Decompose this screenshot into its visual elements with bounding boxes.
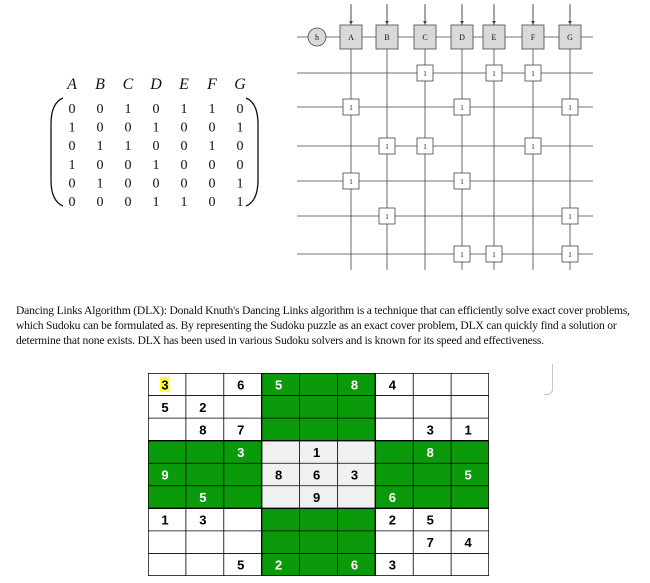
matrix-cell: 0 (236, 102, 244, 117)
sudoku-cell[interactable] (451, 396, 489, 419)
dlx-node-label: 1 (349, 178, 353, 186)
matrix-cells (69, 102, 244, 210)
sudoku-cell[interactable] (375, 531, 413, 554)
sudoku-cell[interactable] (300, 373, 338, 396)
sudoku-cell[interactable] (337, 441, 375, 464)
sudoku-cell[interactable] (451, 553, 489, 576)
sudoku-cell[interactable] (262, 531, 300, 554)
dlx-column-header-label: F (530, 33, 536, 42)
matrix-header-f: F (207, 76, 217, 93)
sudoku-cell[interactable] (300, 396, 338, 419)
matrix-left-paren (51, 98, 63, 206)
sudoku-digit: 1 (464, 422, 472, 438)
sudoku-cell[interactable] (148, 486, 186, 509)
sudoku-cell[interactable] (413, 373, 451, 396)
sudoku-digit: 3 (199, 512, 207, 528)
sudoku-digit: 8 (426, 444, 434, 460)
sudoku-digit: 4 (388, 377, 396, 393)
matrix-cell: 0 (96, 195, 104, 210)
matrix-cell: 0 (124, 157, 132, 173)
sudoku-digit: 7 (426, 535, 434, 551)
dlx-column-header-label: D (459, 33, 465, 42)
sudoku-cell[interactable] (148, 531, 186, 554)
matrix-right-paren (246, 98, 258, 206)
sudoku-digit: 5 (275, 377, 283, 393)
matrix-header-e: E (179, 76, 189, 93)
sudoku-cell[interactable] (337, 531, 375, 554)
matrix-cell: 0 (152, 102, 160, 117)
sudoku-cell[interactable] (413, 486, 451, 509)
matrix-cell: 1 (152, 195, 160, 210)
sudoku-digit: 4 (464, 535, 472, 551)
sudoku-cell[interactable] (413, 553, 451, 576)
dlx-node-label: 1 (568, 213, 572, 221)
sudoku-cell[interactable] (451, 486, 489, 509)
matrix-cell: 0 (96, 157, 104, 173)
sudoku-digit: 5 (161, 399, 169, 415)
sudoku-cell[interactable] (148, 441, 186, 464)
dlx-node-label: 1 (460, 251, 464, 259)
sudoku-digit: 8 (199, 422, 207, 438)
dlx-node-label: 1 (349, 104, 353, 112)
sudoku-cell[interactable] (224, 463, 262, 486)
sudoku-cell[interactable] (337, 508, 375, 531)
matrix-column-headers (66, 76, 246, 93)
sudoku-cell[interactable] (300, 553, 338, 576)
sudoku-cell[interactable] (262, 486, 300, 509)
sudoku-digit: 7 (237, 422, 245, 438)
matrix-cell: 1 (152, 120, 160, 136)
sudoku-cell[interactable] (413, 463, 451, 486)
sudoku-digit: 5 (464, 467, 472, 483)
sudoku-digit: 1 (312, 444, 321, 460)
matrix-cell: 0 (124, 120, 132, 136)
dlx-node-label: 1 (385, 143, 389, 151)
matrix-cell: 0 (68, 139, 76, 155)
dlx-head-label: h (315, 33, 319, 42)
sudoku-cell[interactable] (262, 418, 300, 441)
sudoku-cell[interactable] (224, 508, 262, 531)
sudoku-digit: 3 (350, 467, 359, 483)
matrix-cell: 0 (68, 102, 76, 117)
sudoku-cells (148, 373, 489, 576)
sudoku-cell[interactable] (148, 418, 186, 441)
sudoku-cell[interactable] (186, 441, 224, 464)
dlx-node-label: 1 (492, 251, 496, 259)
matrix-cell: 1 (236, 176, 244, 192)
matrix-cell: 1 (96, 176, 104, 192)
sudoku-cell[interactable] (337, 418, 375, 441)
matrix-cell: 1 (236, 120, 244, 136)
sudoku-cell[interactable] (186, 463, 224, 486)
dlx-nodes (308, 25, 581, 262)
sudoku-digit: 9 (312, 490, 321, 506)
dlx-description: Dancing Links Algorithm (DLX): Donald Knuth's Dancing Links algorithm is a technique that can efficiently solve exact cover problems, which Sudoku can be formulated as. By representing the Sudoku puzzle as an exact cover problem, DLX can quickly find a solution or determine that none exists. DLX has been used in various Sudoku solvers and is known for its speed and effectiveness. (16, 304, 630, 348)
matrix-cell: 1 (208, 139, 216, 155)
matrix-cell: 0 (180, 120, 188, 136)
dlx-node-label: 1 (423, 143, 427, 151)
dlx-node-label: 1 (460, 178, 464, 186)
dlx-node-label: 1 (531, 70, 535, 78)
sudoku-cell[interactable] (300, 418, 338, 441)
matrix-cell: 0 (124, 176, 132, 192)
exact-cover-matrix (50, 70, 265, 210)
sudoku-cell[interactable] (375, 396, 413, 419)
sudoku-cell[interactable] (451, 441, 489, 464)
matrix-cell: 1 (68, 120, 76, 136)
matrix-cell: 0 (152, 139, 160, 155)
sudoku-digit: 3 (237, 444, 245, 460)
sudoku-digit: 6 (312, 467, 321, 483)
sudoku-digit: 6 (388, 490, 396, 506)
sudoku-cell[interactable] (224, 396, 262, 419)
dlx-node-label: 1 (531, 143, 535, 151)
dlx-column-header-label: A (348, 33, 354, 42)
sudoku-digit: 3 (426, 422, 434, 438)
sudoku-cell[interactable] (375, 418, 413, 441)
matrix-cell: 1 (124, 102, 132, 117)
matrix-cell: 0 (236, 157, 244, 173)
matrix-header-g: G (234, 76, 246, 93)
scrollbar-indicator[interactable] (544, 364, 553, 395)
sudoku-digit: 6 (237, 377, 245, 393)
sudoku-digit: 8 (350, 377, 359, 393)
matrix-cell: 0 (124, 195, 132, 210)
sudoku-cell[interactable] (300, 531, 338, 554)
matrix-cell: 0 (208, 157, 216, 173)
sudoku-cell[interactable] (451, 508, 489, 531)
matrix-cell: 0 (68, 195, 76, 210)
matrix-cell: 0 (96, 120, 104, 136)
sudoku-cell[interactable] (186, 531, 224, 554)
dlx-node-label: 1 (568, 251, 572, 259)
matrix-cell: 0 (208, 195, 216, 210)
matrix-header-c: C (122, 76, 134, 93)
matrix-cell: 1 (96, 139, 104, 155)
matrix-cell: 0 (96, 102, 104, 117)
matrix-cell: 0 (180, 139, 188, 155)
sudoku-grid (148, 373, 489, 576)
matrix-cell: 1 (180, 195, 188, 210)
dlx-column-header-label: B (384, 33, 390, 42)
sudoku-cell[interactable] (337, 486, 375, 509)
sudoku-digit: 3 (388, 557, 396, 573)
sudoku-digit: 5 (199, 490, 207, 506)
sudoku-digit: 9 (161, 467, 169, 483)
sudoku-cell[interactable] (375, 463, 413, 486)
matrix-cell: 0 (208, 120, 216, 136)
sudoku-cell[interactable] (186, 553, 224, 576)
dlx-node-label: 1 (460, 104, 464, 112)
matrix-header-d: D (150, 76, 162, 93)
sudoku-cell[interactable] (337, 396, 375, 419)
sudoku-digit: 8 (275, 467, 283, 483)
sudoku-digit: 2 (275, 557, 283, 573)
sudoku-digit: 5 (426, 512, 434, 528)
matrix-header-a: A (67, 76, 77, 93)
sudoku-digit: 2 (199, 399, 207, 415)
dlx-column-header-label: E (491, 33, 497, 42)
sudoku-cell[interactable] (148, 553, 186, 576)
sudoku-cell[interactable] (224, 486, 262, 509)
sudoku-cell[interactable] (413, 396, 451, 419)
sudoku-digit: 6 (350, 557, 359, 573)
matrix-cell: 0 (152, 176, 160, 192)
matrix-cell: 0 (208, 176, 216, 192)
sudoku-digit: 5 (237, 557, 245, 573)
matrix-cell: 1 (68, 157, 76, 173)
matrix-cell: 1 (180, 102, 188, 117)
sudoku-digit: 3 (161, 377, 169, 393)
sudoku-cell[interactable] (224, 531, 262, 554)
dlx-column-header-label: G (567, 33, 573, 42)
dlx-node-label: 1 (492, 70, 496, 78)
matrix-cell: 1 (124, 139, 132, 155)
matrix-cell: 0 (68, 176, 76, 192)
dancing-links-diagram (295, 0, 595, 272)
dlx-node-label: 1 (385, 213, 389, 221)
dlx-node-label: 1 (423, 70, 427, 78)
sudoku-cell[interactable] (262, 441, 300, 464)
matrix-cell: 1 (236, 195, 244, 210)
sudoku-digit: 2 (388, 512, 396, 528)
dlx-node-label: 1 (568, 104, 572, 112)
sudoku-cell[interactable] (186, 373, 224, 396)
sudoku-cell[interactable] (300, 508, 338, 531)
sudoku-cell[interactable] (262, 508, 300, 531)
sudoku-cell[interactable] (375, 441, 413, 464)
matrix-cell: 1 (208, 102, 216, 117)
matrix-cell: 0 (180, 176, 188, 192)
matrix-cell: 0 (180, 157, 188, 173)
sudoku-cell[interactable] (451, 373, 489, 396)
sudoku-cell[interactable] (262, 396, 300, 419)
matrix-cell: 0 (236, 139, 244, 155)
dlx-column-header-label: C (422, 33, 428, 42)
sudoku-digit: 1 (161, 512, 169, 528)
matrix-cell: 1 (152, 157, 160, 173)
matrix-header-b: B (95, 76, 105, 93)
